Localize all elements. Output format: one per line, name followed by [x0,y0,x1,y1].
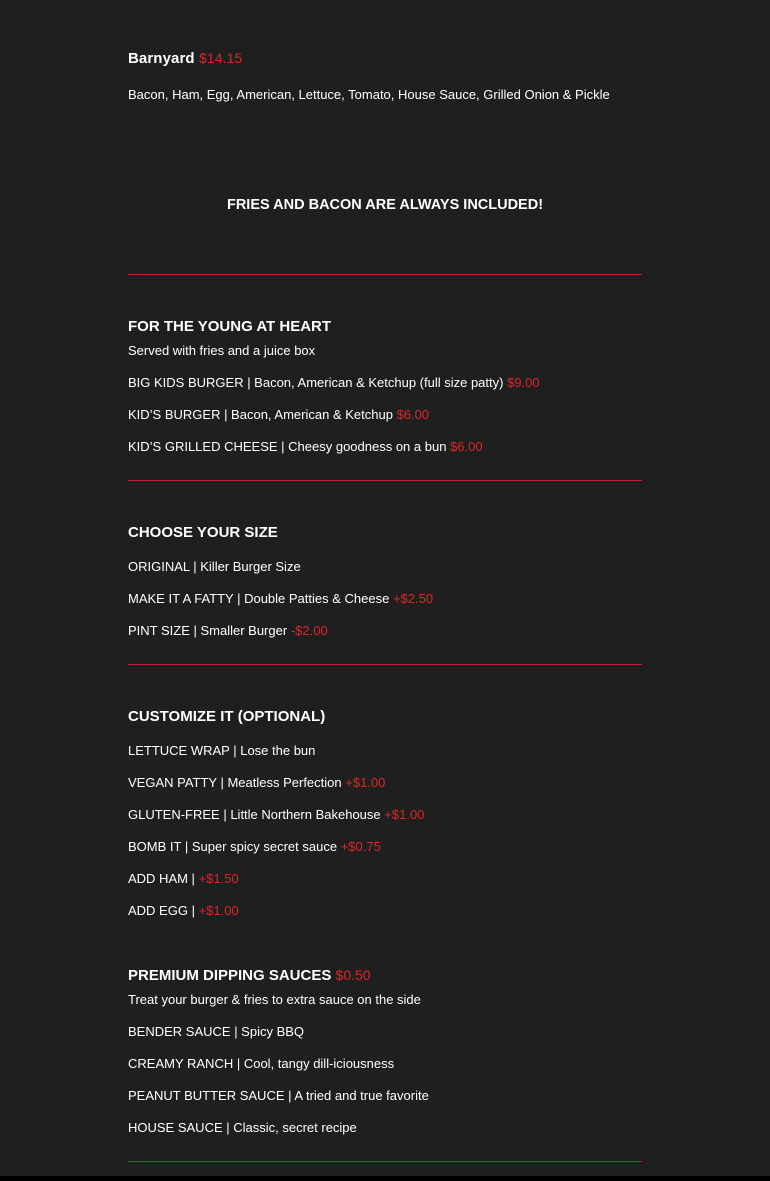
customize-option [128,742,315,760]
kids-menu-item [128,374,540,392]
size-option-text: MAKE IT A FATTY | Double Patties & Cheese [128,591,390,606]
size-option-price: -$2.00 [290,623,328,638]
section-divider [128,1161,642,1162]
customize-option-price: +$0.75 [340,839,381,854]
featured-item-price: $14.15 [198,50,243,66]
sauce-item: CREAMY RANCH | Cool, tangy dill-iciousness [128,1056,395,1071]
customize-option-price: +$1.00 [345,775,386,790]
menu-item-text: BIG KIDS BURGER | Bacon, American & Ketchup (full size patty) [128,375,504,390]
customize-option-text: ADD HAM | [128,871,195,886]
sauces-section-subtitle: Treat your burger & fries to extra sauce on the side [128,992,421,1007]
menu-item-price: $9.00 [507,375,540,390]
size-section-title: CHOOSE YOUR SIZE [128,524,278,541]
customize-option-price: +$1.00 [198,903,239,918]
size-option [128,622,328,640]
menu-item-text: KID’S GRILLED CHEESE | Cheesy goodness on a bun [128,439,447,454]
featured-item-name: Barnyard [128,50,195,67]
sauce-item: PEANUT BUTTER SAUCE | A tried and true favorite [128,1088,429,1103]
sauce-item: BENDER SAUCE | Spicy BBQ [128,1024,305,1039]
menu-item-price: $6.00 [396,407,430,422]
sauces-section-title [128,967,371,984]
customize-option [128,870,239,888]
sauce-item: HOUSE SAUCE | Classic, secret recipe [128,1120,357,1135]
customize-option-text: VEGAN PATTY | Meatless Perfection [128,775,342,790]
size-option [128,558,301,576]
customize-option-price: +$1.00 [384,807,425,822]
size-option-price: +$2.50 [392,591,434,606]
kids-section-subtitle: Served with fries and a juice box [128,343,316,358]
customize-option-text: LETTUCE WRAP | Lose the bun [128,743,316,758]
customize-option [128,806,424,824]
featured-item-title [128,50,242,67]
kids-section-title: FOR THE YOUNG AT HEART [128,318,332,335]
included-notice: FRIES AND BACON ARE ALWAYS INCLUDED! [226,197,544,213]
section-divider [128,664,642,665]
menu-item-text: KID’S BURGER | Bacon, American & Ketchup [128,407,393,422]
section-divider [128,274,642,275]
customize-option [128,838,381,856]
menu-item-price: $6.00 [450,439,483,454]
size-option-text: PINT SIZE | Smaller Burger [128,623,288,638]
customize-option [128,774,385,792]
customize-option-text: GLUTEN-FREE | Little Northern Bakehouse [128,807,381,822]
featured-item-description: Bacon, Ham, Egg, American, Lettuce, Tomato, House Sauce, Grilled Onion & Pickle [128,87,610,102]
kids-menu-item [128,438,483,456]
customize-option [128,902,239,920]
customize-option-text: ADD EGG | [128,903,195,918]
customize-option-text: BOMB IT | Super spicy secret sauce [128,839,338,854]
section-divider [128,480,642,481]
kids-menu-item [128,406,429,424]
customize-option-price: +$1.50 [198,871,239,886]
sauces-price: $0.50 [335,967,371,983]
size-option [128,590,433,608]
sauces-title-text: PREMIUM DIPPING SAUCES [128,967,332,984]
customize-section-title: CUSTOMIZE IT (OPTIONAL) [128,708,326,725]
size-option-text: ORIGINAL | Killer Burger Size [128,559,301,574]
